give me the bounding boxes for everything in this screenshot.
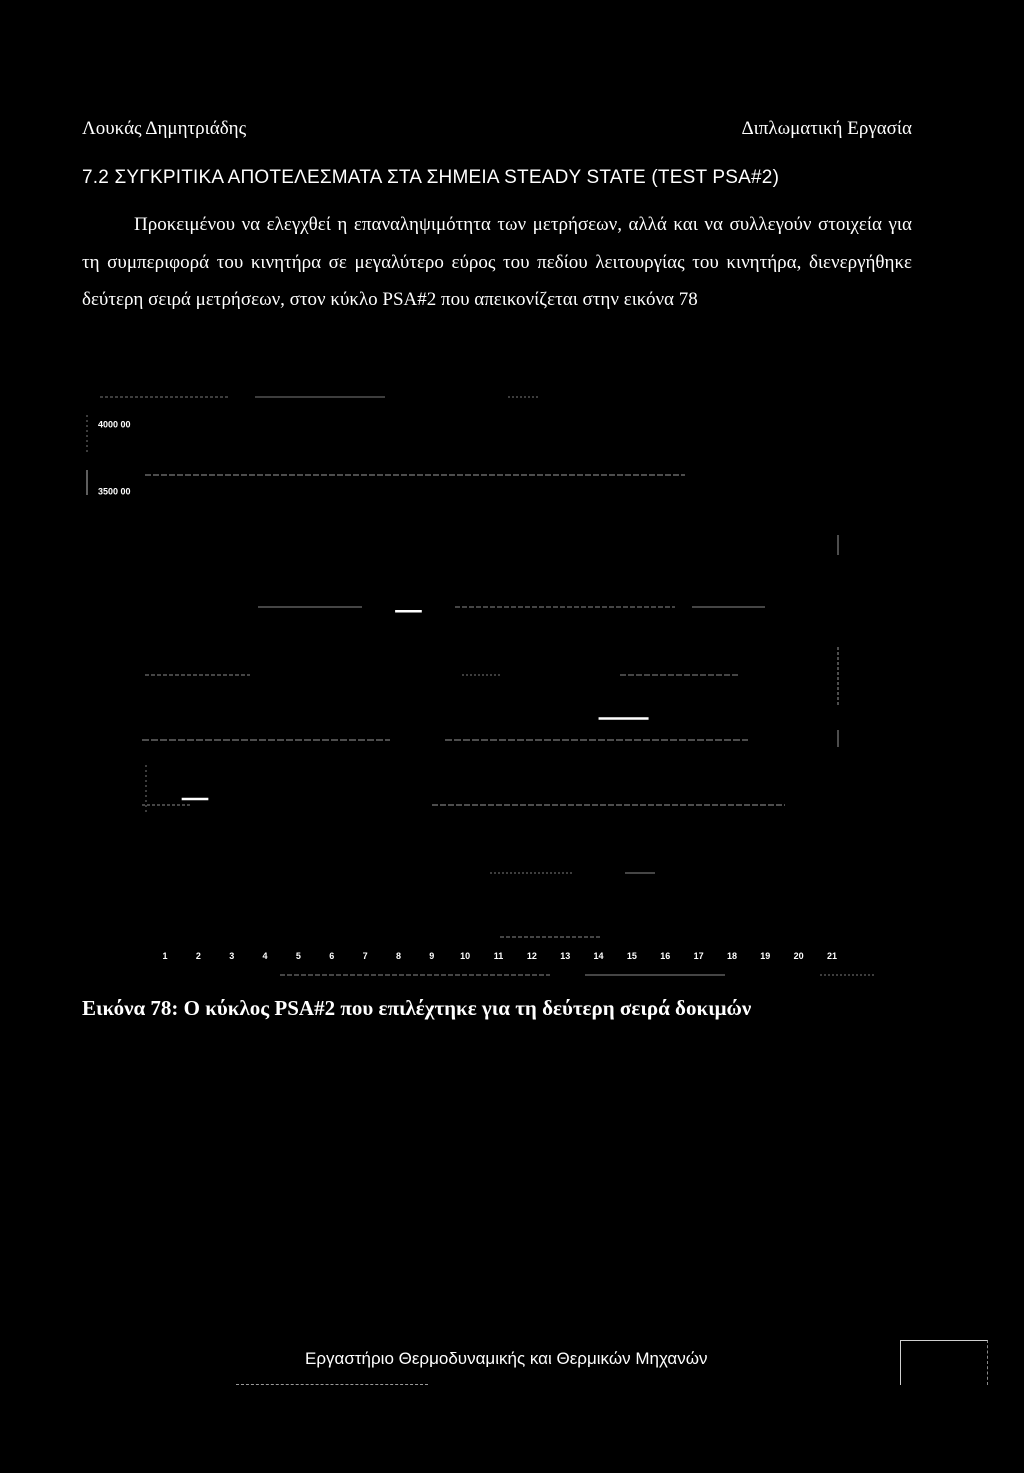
x-tick-label: 4 bbox=[262, 951, 268, 961]
header-doc-type: Διπλωματική Εργασία bbox=[741, 118, 912, 139]
x-tick-label: 15 bbox=[626, 951, 637, 961]
footer-rule bbox=[236, 1384, 428, 1385]
section-title: 7.2 ΣΥΓΚΡΙΤΙΚΑ ΑΠΟΤΕΛΕΣΜΑΤΑ ΣΤΑ ΣΗΜΕΙΑ STEADY STATE (TEST PSA#2) bbox=[82, 167, 780, 188]
paragraph-text: Προκειμένου να ελεγχθεί η επαναληψιμότητα των μετρήσεων, αλλά και να συλλεγούν στοιχεία για τη συμπεριφορά του κινητήρα σε μεγαλύτερο εύρος του πεδίου λειτουργίας του κινητήρα, διενεργήθηκε δεύτερη σειρά μετρήσεων, στον κύκλο PSA#2 που απεικονίζεται στην εικόνα 78 bbox=[82, 214, 912, 310]
y-tick-label: 3500 00 bbox=[98, 486, 131, 497]
x-tick-label: 19 bbox=[760, 951, 771, 961]
x-tick-label: 5 bbox=[295, 951, 301, 961]
x-tick-label: 2 bbox=[195, 951, 201, 961]
chart-y-axis bbox=[98, 419, 131, 496]
x-tick-label: 6 bbox=[329, 951, 335, 961]
x-tick-label: 1 bbox=[162, 951, 168, 961]
x-tick-label: 14 bbox=[593, 951, 604, 961]
footer-lab: Εργαστήριο Θερμοδυναμικής και Θερμικών Μηχανών bbox=[305, 1349, 708, 1368]
chart-svg bbox=[80, 385, 900, 985]
body-paragraph bbox=[82, 206, 912, 319]
chart-series bbox=[182, 611, 649, 799]
x-tick-label: 8 bbox=[395, 951, 401, 961]
page-number-box bbox=[900, 1340, 988, 1385]
x-tick-label: 3 bbox=[229, 951, 235, 961]
chart-x-axis bbox=[162, 951, 837, 961]
x-tick-label: 17 bbox=[693, 951, 704, 961]
x-tick-label: 7 bbox=[362, 951, 368, 961]
x-tick-label: 9 bbox=[429, 951, 435, 961]
chart-faint-gridlines bbox=[87, 397, 875, 975]
x-tick-label: 18 bbox=[726, 951, 737, 961]
x-tick-label: 20 bbox=[793, 951, 804, 961]
figure-chart bbox=[80, 385, 900, 985]
x-tick-label: 12 bbox=[526, 951, 537, 961]
x-tick-label: 10 bbox=[460, 951, 471, 961]
x-tick-label: 13 bbox=[560, 951, 571, 961]
x-tick-label: 11 bbox=[493, 951, 504, 961]
x-tick-label: 21 bbox=[826, 951, 838, 961]
x-tick-label: 16 bbox=[660, 951, 671, 961]
header-author: Λουκάς Δημητριάδης bbox=[82, 118, 247, 139]
y-tick-label: 4000 00 bbox=[98, 419, 131, 430]
figure-caption: Εικόνα 78: Ο κύκλος PSA#2 που επιλέχτηκε για τη δεύτερη σειρά δοκιμών bbox=[82, 996, 752, 1020]
